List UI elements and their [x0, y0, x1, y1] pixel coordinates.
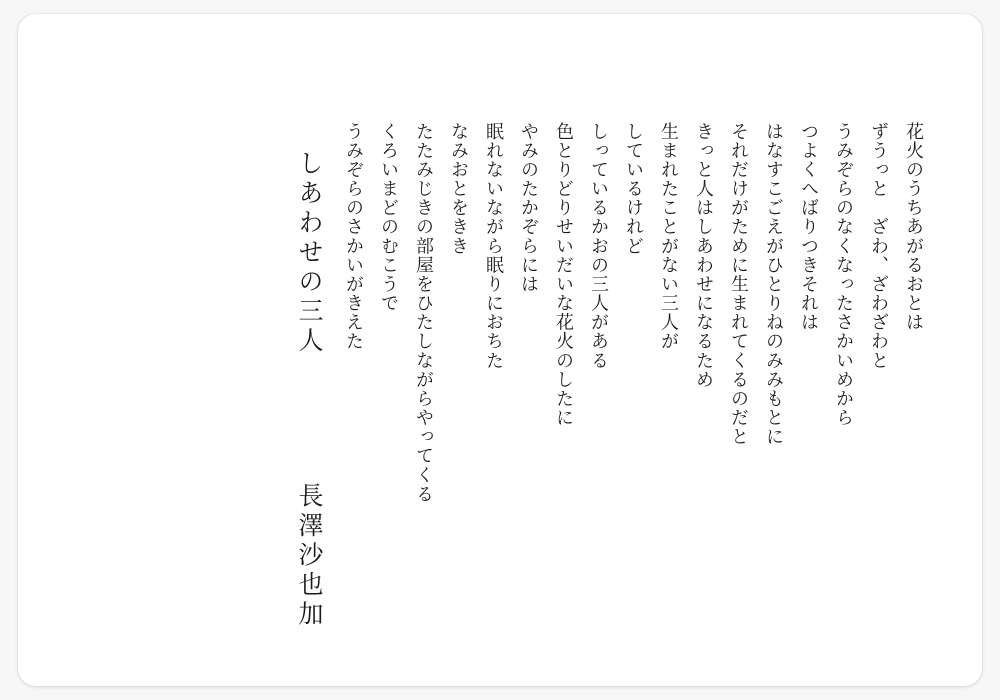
poem-line: たたみじきの部屋をひたしながらやってくる	[413, 122, 434, 504]
poem-title-column	[291, 122, 327, 630]
page-title: しあわせの三人	[295, 150, 324, 357]
author-name: 長澤沙也加	[295, 482, 324, 630]
poem-line: ずうっと ざわ、ざわざわと	[868, 122, 889, 371]
poem-line: 生まれたことがない三人が	[658, 122, 679, 351]
poem-body	[253, 122, 924, 630]
poem-line: 花火のうちあがるおとは	[903, 122, 924, 332]
poem-line: うみぞらのさかいがきえた	[343, 122, 364, 351]
poem-line: つよくへばりつきそれは	[798, 122, 819, 332]
title-author-gap	[295, 390, 324, 449]
poem-line: うみぞらのなくなったさかいめから	[833, 122, 854, 428]
poem-line: 眠れないながら眠りにおちた	[483, 122, 504, 371]
poem-line: 色とりどりせいだいな花火のしたに	[553, 122, 574, 428]
poem-line: くろいまどのむこうで	[378, 122, 399, 313]
poem-line: それだけがために生まれてくるのだと	[728, 122, 749, 447]
poem-line: なみおとをきき	[448, 122, 469, 256]
poem-line: しているけれど	[623, 122, 644, 256]
poem-line: はなすこごえがひとりねのみみもとに	[763, 122, 784, 447]
poem-line: やみのたかぞらには	[518, 122, 539, 294]
document-page	[18, 14, 982, 686]
poem-line: きっと人はしあわせになるため	[693, 122, 714, 390]
poem-line: しっているかおの三人がある	[588, 122, 609, 371]
